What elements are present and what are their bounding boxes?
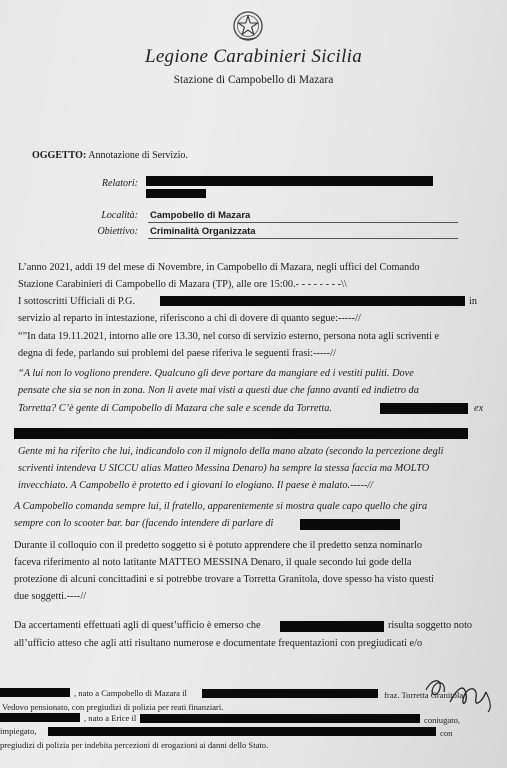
- body-line: risulta soggetto noto: [388, 620, 473, 631]
- suspect-1-details: Vedovo pensionato, con pregiudizi di polizia per reati finanziari.: [2, 702, 224, 712]
- redaction-quote-2: [14, 428, 468, 439]
- body-line: Da accertamenti effettuati agli di quest’ufficio è emerso che: [14, 620, 261, 631]
- quote-line: ex: [474, 403, 484, 414]
- body-line: in: [469, 296, 478, 307]
- subject-text: Annotazione di Servizio.: [88, 150, 188, 161]
- body-line: servizio al reparto in intestazione, riferiscono a chi di dovere di quanto segue:-----//: [18, 313, 361, 324]
- redaction-subject: [280, 621, 384, 632]
- redaction-quote-1: [380, 403, 468, 414]
- redaction-relatori-2: [146, 189, 206, 198]
- header-title: Legione Carabinieri Sicilia: [144, 46, 363, 67]
- subject-line: [32, 150, 188, 161]
- localita-underline: [148, 222, 458, 223]
- body-line: “”In data 19.11.2021, intorno alle ore 13.30, nel corso di servizio esterno, persona nota agli scriventi e: [18, 331, 440, 342]
- body-line: L’anno 2021, addì 19 del mese di Novembre, in Campobello di Mazara, negli uffici del Comando: [18, 262, 420, 273]
- handwritten-signature: [420, 672, 500, 716]
- redaction-quote-3: [300, 519, 400, 530]
- republic-emblem-icon: [232, 10, 264, 42]
- suspect-1-birth: , nato a Campobello di Mazara il: [74, 688, 187, 698]
- suspect-2-status: coniugato,: [424, 715, 461, 725]
- quote-line: Gente mi ha riferito che lui, indicandolo con il mignolo della mano alzato (secondo la percezione degli: [18, 446, 444, 457]
- quote-line: invecchiato. A Campobello è protetto ed i giovani lo elogiano. Il paese è malato.-----//: [18, 480, 373, 491]
- body-line: all’ufficio atteso che agli atti risultano numerose e documentate frequentazioni con pregiudicati e/o: [14, 638, 423, 649]
- redaction-birthdate-2: [140, 714, 420, 723]
- body-line: protezione di alcuni concittadini e si potrebbe trovare a Torretta Granitola, dove spesso ha visto questi: [14, 574, 434, 585]
- quote-line: sempre con lo scooter bar. bar (facendo intendere di parlare di: [14, 518, 274, 529]
- body-line: degna di fede, parlando sui problemi del paese riferiva le seguenti frasi:-----//: [18, 348, 336, 359]
- redaction-address-2: [48, 727, 436, 736]
- quote-line: pensate che sia se non in zona. Non li avete mai visti a questi due che fanno avanti ed indietro da: [18, 385, 419, 396]
- redaction-name-2: [0, 713, 80, 722]
- suspect-2-details: pregiudizi di polizia per indebita percezioni di erogazioni ai danni dello Stato.: [0, 740, 269, 750]
- body-line: I sottoscritti Ufficiali di P.G.: [18, 296, 136, 307]
- suspect-2-con: con: [440, 728, 453, 738]
- header-subtitle: Stazione di Campobello di Mazara: [173, 74, 334, 86]
- body-line: Durante il colloquio con il predetto soggetto si è potuto apprendere che il predetto senza nominarlo: [14, 540, 423, 551]
- obiettivo-value: Criminalità Organizzata: [150, 226, 256, 237]
- redaction-relatori-1: [146, 176, 433, 186]
- subject-label: OGGETTO:: [32, 150, 87, 161]
- quote-line: A Campobello comanda sempre lui, il fratello, apparentemente si mostra quale capo quello che gira: [14, 501, 428, 512]
- obiettivo-label: Obiettivo:: [97, 226, 138, 237]
- obiettivo-underline: [148, 238, 458, 239]
- quote-line: Torretta? C’è gente di Campobello di Mazara che sale e scende da Torretta.: [18, 403, 332, 414]
- relatori-label: Relatori:: [101, 178, 138, 189]
- suspect-2-birth: , nato a Erice il: [84, 713, 137, 723]
- redaction-officers: [160, 296, 465, 306]
- body-line: Stazione Carabinieri di Campobello di Mazara (TP), alle ore 15:00.- - - - - - - -\\: [18, 279, 347, 290]
- redaction-birthdate-1: [202, 689, 378, 698]
- localita-label: Località:: [101, 210, 138, 221]
- quote-line: scriventi intendeva U SICCU alias Matteo Messina Denaro) ha sempre la stessa faccia ma MOLTO: [18, 463, 430, 474]
- quote-line: “A lui non lo vogliono prendere. Qualcuno gli deve portare da mangiare ed i vestiti puliti. Dove: [18, 368, 414, 379]
- localita-value: Campobello di Mazara: [150, 210, 251, 221]
- redaction-name-1: [0, 688, 70, 697]
- suspect-2-job: impiegato,: [0, 726, 37, 736]
- body-line: due soggetti.----//: [14, 591, 87, 602]
- suspect-1-residence: fraz. Torretta Granitola: [384, 690, 464, 700]
- body-line: faceva riferimento al noto latitante MATTEO MESSINA Denaro, il quale secondo lui gode della: [14, 557, 412, 568]
